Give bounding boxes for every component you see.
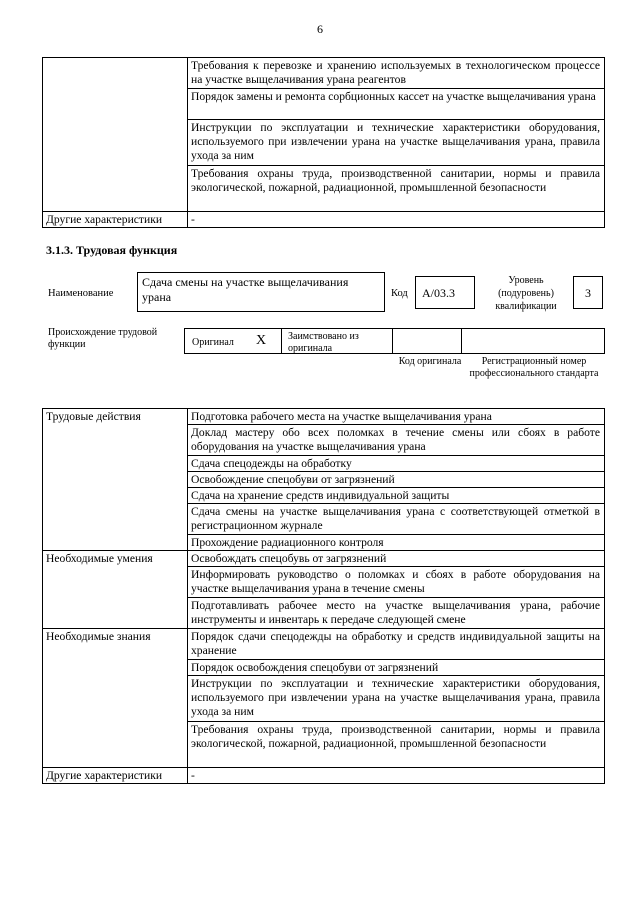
origin-reg-box — [461, 328, 605, 354]
table-cell: Подготовка рабочего места на участке выщелачивания урана — [188, 409, 605, 425]
knowledge-label: Необходимые знания — [43, 629, 188, 768]
table-cell: Требования охраны труда, производственной санитарии, нормы и правила экологической, пожарной, радиационной, промышленной безопасности — [188, 722, 605, 768]
top-table — [42, 57, 605, 228]
table-cell: Порядок сдачи спецодежды на обработку и средств индивидуальной защиты на хранение — [188, 629, 605, 660]
level-label: Уровень (подуровень) квалификации — [495, 275, 557, 312]
top-table-cell: Инструкции по эксплуатации и технические характеристики оборудования, используемого при извлечении урана на участке выщелачивания урана, правила ухода за ним — [188, 120, 605, 166]
code-value: А/03.3 — [415, 276, 475, 309]
other-label: Другие характеристики — [43, 768, 188, 784]
reg-caption: Регистрационный номер профессионального стандарта — [469, 356, 599, 379]
table-cell: Освобождать спецобувь от загрязнений — [188, 551, 605, 567]
table-cell: Прохождение радиационного контроля — [188, 535, 605, 551]
labor-actions-label: Трудовые действия — [43, 409, 188, 551]
name-label: Наименование — [48, 288, 114, 299]
top-table-label: Другие характеристики — [43, 212, 188, 228]
top-table-cell: Требования к перевозке и хранению используемых в технологическом процессе на участке выщелачивания урана реагентов — [188, 58, 605, 89]
table-cell: Подготавливать рабочее место на участке выщелачивания урана, рабочие инструменты и инвентарь к передаче следующей смене — [188, 598, 605, 629]
original-mark: X — [256, 333, 267, 348]
code-label: Код — [391, 288, 408, 299]
original-label: Оригинал — [192, 337, 234, 348]
origin-code-box — [392, 328, 462, 354]
top-table-cell: Порядок замены и ремонта сорбционных кассет на участке выщелачивания урана — [188, 89, 605, 120]
table-cell: Информировать руководство о поломках и сбоях в работе оборудования на участке выщелачивания урана в течение смены — [188, 567, 605, 598]
top-table-cell: - — [188, 212, 605, 228]
table-cell: - — [188, 768, 605, 784]
page-number: 6 — [317, 22, 323, 36]
table-cell: Порядок освобождения спецобуви от загрязнений — [188, 660, 605, 676]
name-value: Сдача смены на участке выщелачивания урана — [137, 272, 385, 312]
table-cell: Освобождение спецобуви от загрязнений — [188, 472, 605, 488]
top-table-cell: Требования охраны труда, производственной санитарии, нормы и правила экологической, пожарной, радиационной, промышленной безопасности — [188, 166, 605, 212]
code-caption: Код оригинала — [398, 356, 462, 367]
skills-label: Необходимые умения — [43, 551, 188, 629]
table-cell: Инструкции по эксплуатации и технические характеристики оборудования, используемого при извлечении урана на участке выщелачивания урана, правила ухода за ним — [188, 676, 605, 722]
level-value: 3 — [573, 276, 603, 309]
top-table-label-cell — [43, 58, 188, 212]
table-cell: Сдача смены на участке выщелачивания урана с соответствующей отметкой в регистрационном журнале — [188, 504, 605, 535]
section-title: 3.1.3. Трудовая функция — [46, 243, 178, 257]
table-cell: Сдача на хранение средств индивидуальной защиты — [188, 488, 605, 504]
origin-label: Происхождение трудовой функции — [48, 327, 158, 350]
main-table — [42, 408, 605, 784]
table-cell: Доклад мастеру обо всех поломках в течение смены или сбоях в работе оборудования на участке выщелачивания урана — [188, 425, 605, 456]
borrowed-label: Заимствовано из оригинала — [281, 328, 393, 354]
origin-original-cell — [184, 328, 282, 354]
table-cell: Сдача спецодежды на обработку — [188, 456, 605, 472]
